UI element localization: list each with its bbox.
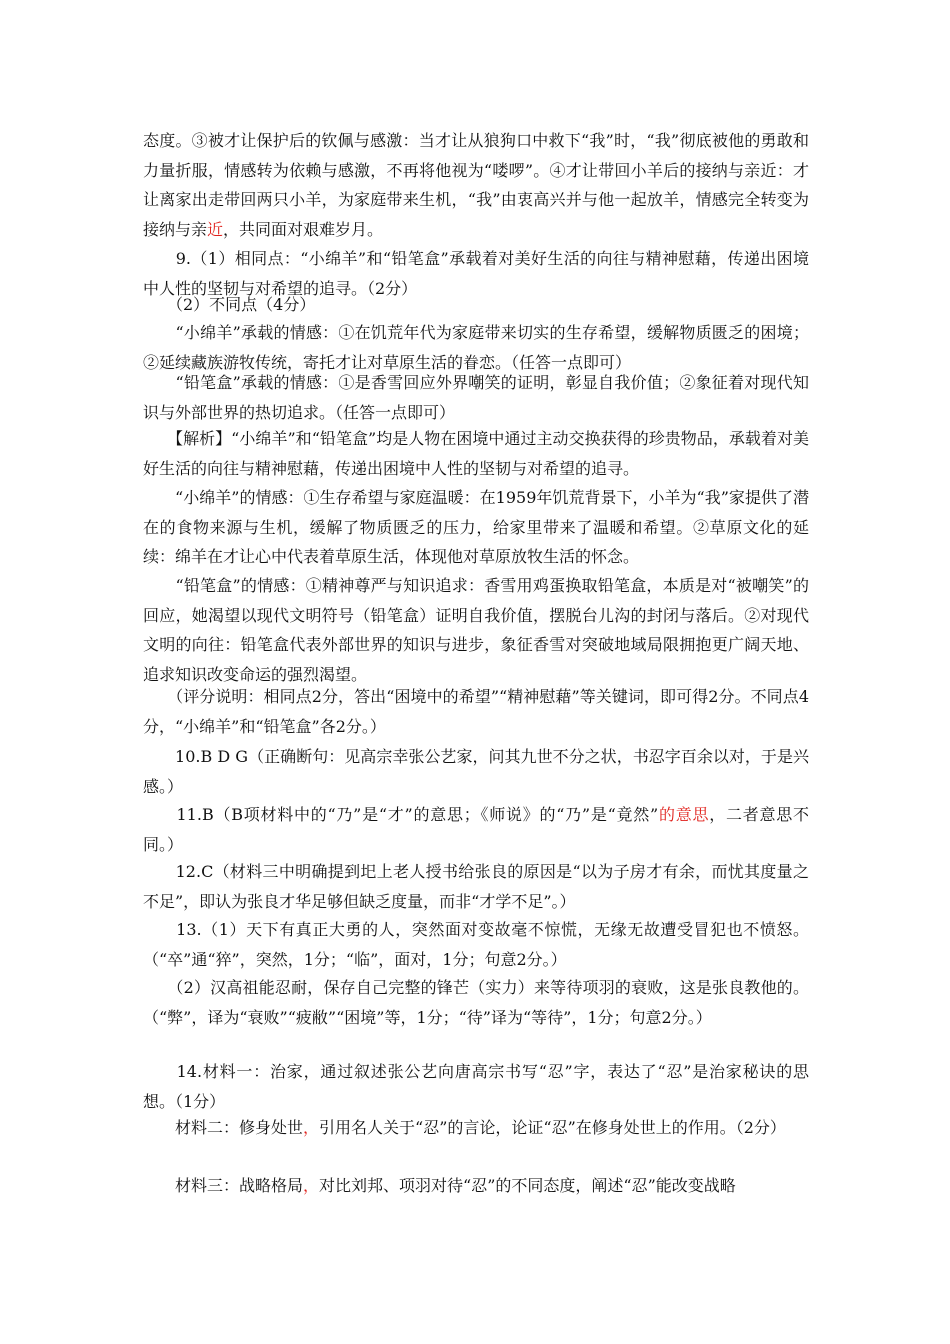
q9-part1: 9.（1）相同点：“小绵羊”和“铅笔盒”承载着对美好生活的向往与精神慰藉，传递出困境中人性的坚韧与对希望的追寻。（2分） — [143, 249, 809, 298]
q11-answer: 11.B（B项材料中的“乃”是“才”的意思；《师说》的“乃”是“竟然”的意思，二者意思不同。） — [143, 805, 809, 854]
q9-scoring-note: （评分说明：相同点2分，答出“困境中的希望”“精神慰藉”等关键词，即可得2分。不同点4分，“小绵羊”和“铅笔盒”各2分。） — [143, 687, 809, 736]
paragraph-8-continuation: 态度。③被才让保护后的钦佩与感激：当才让从狼狗口中救下“我”时，“我”彻底被他的勇敢和力量折服，情感转为依赖与感激，不再将他视为“喽啰”。④才让带回小羊后的接纳与亲近：才让离家出走带回两只小羊，为家庭带来生机，“我”由衷高兴并与他一起放羊，情感完全转变为接纳与亲近，共同面对艰难岁月。 — [143, 131, 809, 239]
red-marked-text: 的意思 — [658, 805, 710, 824]
q12-answer: 12.C（材料三中明确提到圯上老人授书给张良的原因是“以为子房才有余，而忧其度量之不足”，即认为张良才华足够但缺乏度量，而非“才学不足”。） — [143, 862, 809, 911]
red-comma: ， — [303, 1118, 320, 1137]
q14-material2: 材料二：修身处世，引用名人关于“忍”的言论，论证“忍”在修身处世上的作用。（2分） — [143, 1118, 786, 1137]
q9-part2-heading: （2）不同点（4分） — [143, 295, 316, 314]
q9-analysis-lamb: “小绵羊”的情感：①生存希望与家庭温暖：在1959年饥荒背景下，小羊为“我”家提供了潜在的食物来源与生机，缓解了物质匮乏的压力，给家里带来了温暖和希望。②草原文化的延续：绵羊在才让心中代表着草原生活，体现他对草原放牧生活的怀念。 — [143, 488, 809, 567]
q10-answer: 10.B D G（正确断句：见高宗幸张公艺家，问其九世不分之状，书忍字百余以对，于是兴感。） — [143, 747, 809, 796]
q13-part2: （2）汉高祖能忍耐，保存自己完整的锋芒（实力）来等待项羽的衰败，这是张良教他的。（“弊”，译为“衰败”“疲敝”“困境”等，1分；“待”译为“等待”，1分；句意2分。） — [143, 978, 809, 1027]
red-comma: ， — [303, 1176, 320, 1195]
q9-lamb-emotion: “小绵羊”承载的情感：①在饥荒年代为家庭带来切实的生存希望，缓解物质匮乏的困境；②延续藏族游牧传统，寄托才让对草原生活的眷恋。（任答一点即可） — [143, 323, 809, 372]
q9-analysis-pencilbox: “铅笔盒”的情感：①精神尊严与知识追求：香雪用鸡蛋换取铅笔盒，本质是对“被嘲笑”的回应，她渴望以现代文明符号（铅笔盒）证明自我价值，摆脱台儿沟的封闭与落后。②对现代文明的向往：铅笔盒代表外部世界的知识与进步，象征香雪对突破地域局限拥抱更广阔天地、追求知识改变命运的强烈渴望。 — [143, 576, 809, 684]
red-marked-char: 近 — [207, 219, 224, 239]
q9-analysis: 【解析】“小绵羊”和“铅笔盒”均是人物在困境中通过主动交换获得的珍贵物品，承载着对美好生活的向往与精神慰藉，传递出困境中人性的坚韧与对希望的追寻。 — [143, 429, 809, 478]
q13-part1: 13.（1）天下有真正大勇的人，突然面对变故毫不惊慌，无缘无故遭受冒犯也不愤怒。（“卒”通“猝”，突然，1分；“临”，面对，1分；句意2分。） — [143, 920, 809, 969]
q14-material3: 材料三：战略格局，对比刘邦、项羽对待“忍”的不同态度，阐述“忍”能改变战略 — [143, 1176, 736, 1195]
q9-pencilbox-emotion: “铅笔盒”承载的情感：①是香雪回应外界嘲笑的证明，彰显自我价值；②象征着对现代知识与外部世界的热切追求。（任答一点即可） — [143, 373, 809, 422]
q14-material1: 14.材料一：治家，通过叙述张公艺向唐高宗书写“忍”字，表达了“忍”是治家秘诀的思想。（1分） — [143, 1062, 809, 1111]
